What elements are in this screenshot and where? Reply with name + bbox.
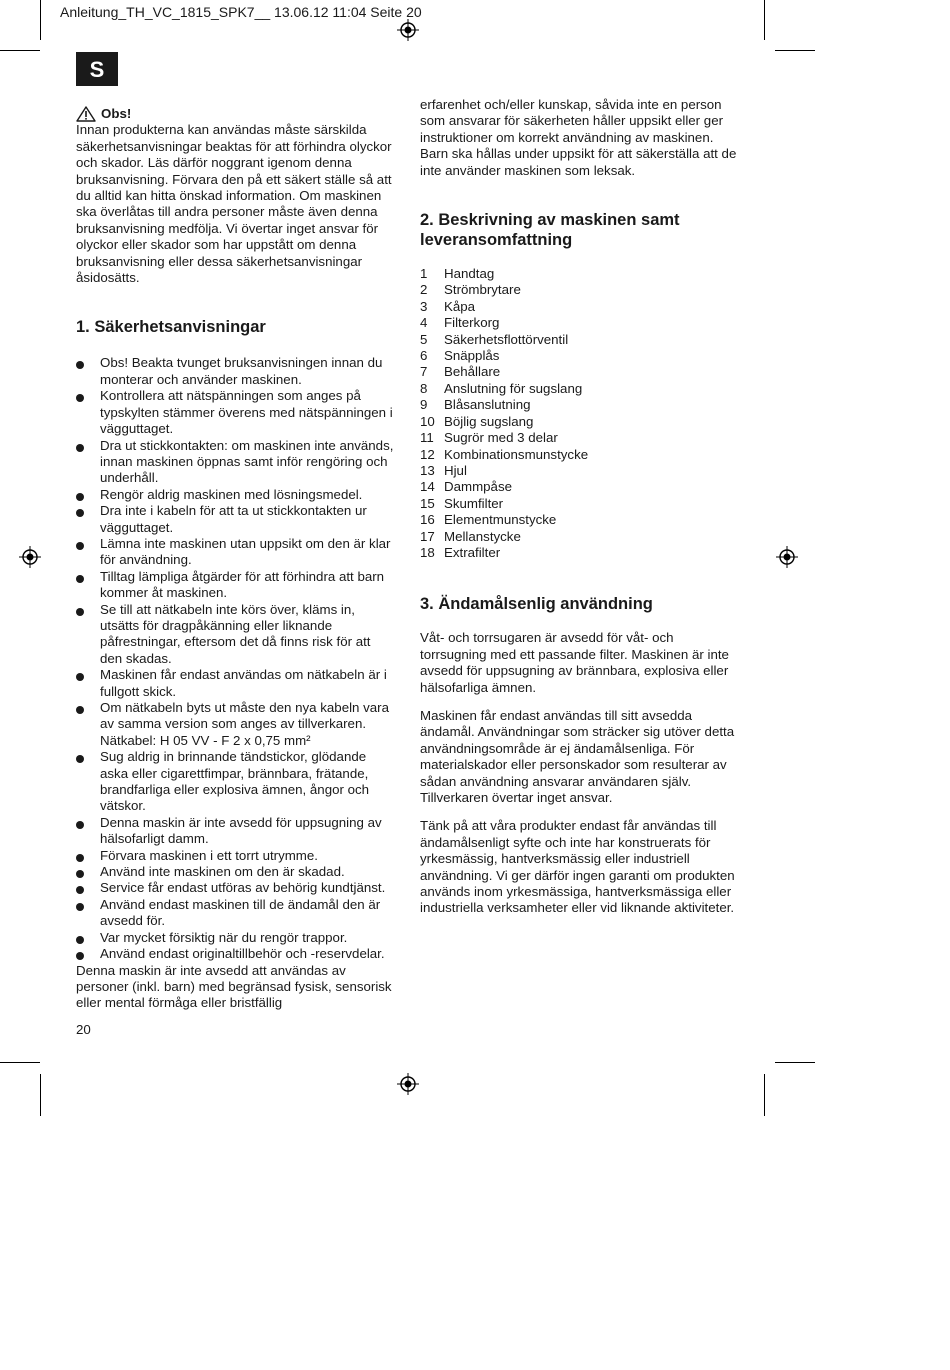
list-item: 12 Kombinationsmunstycke	[420, 446, 589, 462]
list-item: 14 Dammpåse	[420, 479, 512, 495]
list-item: Använd endast originaltillbehör och -reservdelar.	[76, 946, 396, 962]
warning-triangle-icon	[76, 106, 96, 122]
list-item: 2 Strömbrytare	[420, 282, 521, 298]
list-item: Dra inte i kabeln för att ta ut stickkontakten ur vägguttaget.	[76, 503, 396, 536]
list-item: Använd endast maskinen till de ändamål den är avsedd för.	[76, 897, 396, 930]
language-badge: S	[76, 52, 118, 86]
list-item: Lämna inte maskinen utan uppsikt om den är klar för användning.	[76, 536, 396, 569]
parts-list	[420, 266, 740, 561]
section-3-paragraph: Tänk på att våra produkter endast får användas till ändamålsenligt syfte och inte har konstruerats för yrkesmässig, hantverksmässig eller industriell användning. Vi ger därför ingen garanti om produkten används inom yrkesmässiga, hantverksmässiga eller industriella verksamheter eller vid liknande aktiviteter.	[420, 818, 735, 916]
list-item: 3 Kåpa	[420, 298, 476, 314]
list-item: Använd inte maskinen om den är skadad.	[76, 864, 396, 880]
crop-mark	[0, 1062, 40, 1063]
list-item: Om nätkabeln byts ut måste den nya kabeln vara av samma version som anges av tillverkaren. Nätkabel: H 05 VV - F 2 x 0,75 mm²	[76, 700, 396, 749]
section-1-title: 1. Säkerhetsanvisningar	[76, 318, 266, 337]
registration-mark-icon	[19, 546, 41, 568]
section-2-title: 2. Beskrivning av maskinen samt leveransomfattning	[420, 211, 680, 250]
list-item: Obs! Beakta tvunget bruksanvisningen innan du monterar och använder maskinen.	[76, 355, 396, 388]
right-column	[420, 97, 740, 917]
page-number: 20	[76, 1022, 91, 1037]
list-item: 6 Snäpplås	[420, 348, 500, 364]
left-column	[76, 106, 396, 1012]
warning-heading	[76, 106, 396, 122]
list-item: Kontrollera att nätspänningen som anges på typskylten stämmer överens med nätspänningen i vägguttaget.	[76, 388, 396, 437]
crop-mark	[0, 50, 40, 51]
list-item: Se till att nätkabeln inte körs över, kläms in, utsätts för dragpåkänning eller liknande påfrestningar, eftersom det då finns risk för att den skadas.	[76, 602, 396, 668]
print-header: Anleitung_TH_VC_1815_SPK7__ 13.06.12 11:04 Seite 20	[60, 4, 422, 20]
section-1-continued-text: erfarenhet och/eller kunskap, såvida inte en person som ansvarar för säkerheten håller uppsikt eller ger instruktioner om korrekt användning av maskinen. Barn ska hållas under uppsikt för att säkerställa att de inte använder maskinen som leksak.	[420, 97, 737, 178]
list-item: 10 Böjlig sugslang	[420, 413, 534, 429]
crop-mark	[775, 1062, 815, 1063]
list-item: Service får endast utföras av behörig kundtjänst.	[76, 880, 396, 896]
crop-mark	[764, 1074, 765, 1116]
list-item: 16 Elementmunstycke	[420, 512, 557, 528]
list-item: Maskinen får endast användas om nätkabeln är i fullgott skick.	[76, 667, 396, 700]
section-3-title: 3. Ändamålsenlig användning	[420, 595, 653, 614]
list-item: 15 Skumfilter	[420, 495, 504, 511]
list-item: 18 Extrafilter	[420, 544, 501, 560]
registration-mark-icon	[397, 1073, 419, 1095]
list-item: 7 Behållare	[420, 364, 501, 380]
list-item: Rengör aldrig maskinen med lösningsmedel.	[76, 487, 396, 503]
list-item: Denna maskin är inte avsedd för uppsugning av hälsofarligt damm.	[76, 815, 396, 848]
list-item: Sug aldrig in brinnande tändstickor, glödande aska eller cigarettfimpar, brännbara, frätande, brandfarliga eller explosiva ämnen, ångor och vätskor.	[76, 749, 396, 815]
list-item: 11 Sugrör med 3 delar	[420, 430, 558, 446]
list-item: Var mycket försiktig när du rengör trappor.	[76, 930, 396, 946]
list-item: Förvara maskinen i ett torrt utrymme.	[76, 848, 396, 864]
list-item: 5 Säkerhetsflottörventil	[420, 331, 569, 347]
list-item: 9 Blåsanslutning	[420, 397, 531, 413]
list-item: 13 Hjul	[420, 462, 467, 478]
warning-title: Obs!	[101, 106, 132, 121]
list-item: 4 Filterkorg	[420, 315, 500, 331]
section-1-trailing-text: Denna maskin är inte avsedd att användas av personer (inkl. barn) med begränsad fysisk, sensorisk eller mental förmåga eller bristfällig	[76, 962, 392, 1011]
warning-text: Innan produkterna kan användas måste särskilda säkerhetsanvisningar beaktas för att förhindra olyckor och skador. Läs därför noggrant igenom denna bruksanvisning. Förvara den på ett säkert ställe så att du alltid kan hitta önskad information. Om maskinen ska överlåtas till andra personer måste även denna bruksanvisning medfölja. Vi övertar inget ansvar för olyckor eller skador som har uppstått om denna bruksanvisning eller dessa säkerhetsanvisningar åsidosätts.	[76, 122, 392, 286]
list-item: 8 Anslutning för sugslang	[420, 380, 583, 396]
crop-mark	[40, 0, 41, 40]
crop-mark	[764, 0, 765, 40]
list-item: 17 Mellanstycke	[420, 528, 521, 544]
crop-mark	[775, 50, 815, 51]
list-item: 1 Handtag	[420, 266, 495, 282]
section-3-paragraph: Maskinen får endast användas till sitt avsedda ändamål. Användningar som sträcker sig utöver detta användningsområde är ej ändamålsenliga. För materialskador eller personskador som resulterar av sådan användning ansvarar användaren själv. Tillverkaren övertar inget ansvar.	[420, 707, 735, 805]
registration-mark-icon	[397, 19, 419, 41]
crop-mark	[40, 1074, 41, 1116]
safety-list	[76, 355, 396, 962]
registration-mark-icon	[776, 546, 798, 568]
list-item: Dra ut stickkontakten: om maskinen inte används, innan maskinen öppnas samt inför rengöring och underhåll.	[76, 438, 396, 487]
list-item: Tilltag lämpliga åtgärder för att förhindra att barn kommer åt maskinen.	[76, 569, 396, 602]
section-3-paragraph: Våt- och torrsugaren är avsedd för våt- och torrsugning med ett passande filter. Maskinen är inte avsedd för uppsugning av brännbara, explosiva eller hälsofarliga ämnen.	[420, 630, 729, 695]
